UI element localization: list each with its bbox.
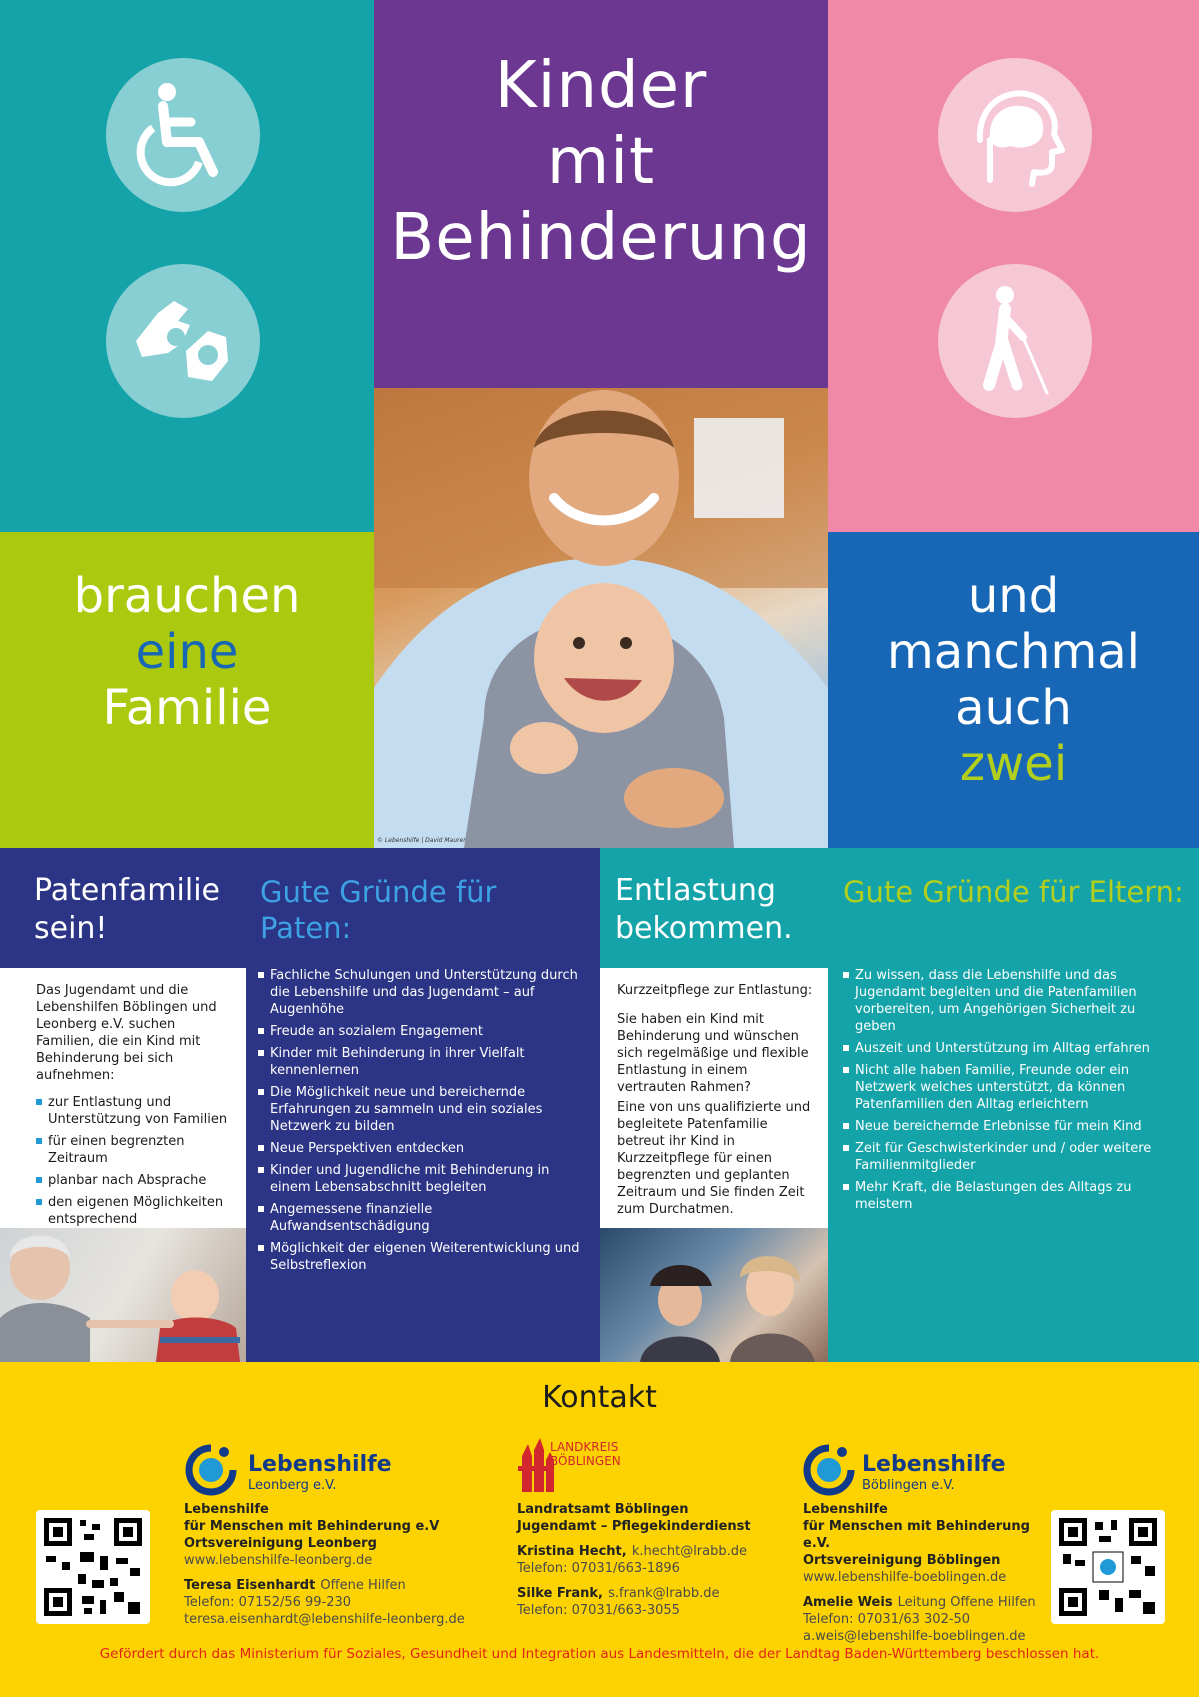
org-line: Landratsamt Böblingen xyxy=(517,1502,689,1517)
list-item: Zeit für Geschwisterkinder und / oder weitere Familienmitglieder xyxy=(843,1140,1177,1174)
main-photo xyxy=(374,388,828,848)
gruende-eltern-heading: Gute Gründe für Eltern: xyxy=(843,875,1184,909)
contact-landkreis xyxy=(517,1501,807,1619)
phone: Telefon: 07031/663-3055 xyxy=(517,1603,680,1618)
list-item: zur Entlastung und Unterstützung von Familien xyxy=(36,1094,232,1128)
phone: Telefon: 07031/663-1896 xyxy=(517,1561,680,1576)
logo-line: BÖBLINGEN xyxy=(550,1454,621,1468)
list-item: Kinder mit Behinderung in ihrer Vielfalt kennenlernen xyxy=(258,1045,592,1079)
qr-code-icon xyxy=(44,1518,142,1616)
photo-illustration xyxy=(374,388,828,848)
slogan-line: und xyxy=(967,568,1060,624)
contact-person: Silke Frank, xyxy=(517,1586,603,1601)
list-item: Neue bereichernde Erlebnisse für mein Kind xyxy=(843,1118,1177,1135)
slogan-line-highlight: eine xyxy=(135,624,239,680)
lebenshilfe-leonberg-logo xyxy=(184,1444,404,1494)
org-line: Ortsvereinigung Leonberg xyxy=(184,1536,377,1551)
list-item: Zu wissen, dass die Lebenshilfe und das Jugendamt begleiten und die Patenfamilien vorbereiten, um Angehörigen Sicherheit zu geben xyxy=(843,967,1177,1035)
contact-role: Leitung Offene Hilfen xyxy=(897,1595,1036,1610)
email-link[interactable]: s.frank@lrabb.de xyxy=(608,1586,720,1601)
slogan-line-highlight: zwei xyxy=(959,736,1068,792)
logo-line: LANDKREIS xyxy=(550,1440,619,1454)
contact-person: Kristina Hecht, xyxy=(517,1544,627,1559)
slogan-line: brauchen xyxy=(73,568,301,624)
website-link[interactable]: www.lebenshilfe-boeblingen.de xyxy=(803,1570,1007,1585)
gruende-paten-heading: Gute Gründe für Paten: xyxy=(260,875,497,945)
blind-walker-icon xyxy=(938,264,1092,418)
slogan-line: manchmal xyxy=(887,624,1140,680)
entlastung-heading: Entlastung bekommen. xyxy=(615,873,793,946)
list-item: Kinder und Jugendliche mit Behinderung in einem Lebensabschnitt begleiten xyxy=(258,1162,592,1196)
logo-name: Lebenshilfe xyxy=(248,1452,392,1477)
contact-boeblingen xyxy=(803,1501,1043,1645)
list-item: den eigenen Möglichkeiten entsprechend xyxy=(36,1194,232,1228)
brain-head-icon xyxy=(938,58,1092,212)
org-line: Jugendamt – Pflegekinderdienst xyxy=(517,1519,751,1534)
slogan-line: auch xyxy=(955,680,1072,736)
contact-person: Amelie Weis xyxy=(803,1595,893,1610)
photo-illustration xyxy=(600,1228,828,1362)
paten-intro: Das Jugendamt und die Lebenshilfen Böblingen und Leonberg e.V. suchen Familien, die ein Kind mit Behinderung bei sich aufnehmen: xyxy=(36,983,217,1083)
qr-code-boeblingen[interactable] xyxy=(1051,1510,1165,1624)
qr-code-leonberg[interactable] xyxy=(36,1510,150,1624)
email-link[interactable]: teresa.eisenhardt@lebenshilfe-leonberg.de xyxy=(184,1612,465,1627)
list-item: Fachliche Schulungen und Unterstützung durch die Lebenshilfe und das Jugendamt – auf Augenhöhe xyxy=(258,967,592,1018)
logo-sub: Böblingen e.V. xyxy=(862,1478,955,1493)
list-item: Auszeit und Unterstützung im Alltag erfahren xyxy=(843,1040,1177,1057)
photo-credit: © Lebenshilfe | David Maurer xyxy=(377,837,466,844)
list-item: planbar nach Absprache xyxy=(36,1172,232,1189)
list-item: Nicht alle haben Familie, Freunde oder ein Netzwerk welches unterstützt, da können Patenfamilien den Alltag erleichtern xyxy=(843,1062,1177,1113)
entlastung-info-box xyxy=(600,968,828,1228)
gruende-paten-list xyxy=(258,967,592,1279)
contact-role: Offene Hilfen xyxy=(320,1578,406,1593)
org-line: Lebenshilfe xyxy=(803,1502,888,1517)
paten-list xyxy=(36,1094,232,1228)
slogan-line: Familie xyxy=(102,680,272,736)
kontakt-heading: Kontakt xyxy=(542,1380,657,1415)
org-line: für Menschen mit Behinderung e.V xyxy=(184,1519,440,1534)
sign-language-icon xyxy=(106,264,260,418)
main-title xyxy=(374,48,828,276)
phone: Telefon: 07031/63 302-50 xyxy=(803,1612,971,1627)
list-item: Freude an sozialem Engagement xyxy=(258,1023,592,1040)
list-item: Mehr Kraft, die Belastungen des Alltags zu meistern xyxy=(843,1179,1177,1213)
org-line: Lebenshilfe xyxy=(184,1502,269,1517)
wheelchair-icon xyxy=(106,58,260,212)
left-slogan xyxy=(0,568,374,736)
lebenshilfe-logo-icon xyxy=(802,1444,856,1494)
landkreis-logo-icon xyxy=(518,1436,554,1492)
entlastung-photo xyxy=(600,1228,828,1362)
entlastung-para: Sie haben ein Kind mit Behinderung und wünschen sich regelmäßige und flexible Entlastung in einem vertrauten Rahmen? xyxy=(617,1012,809,1095)
lebenshilfe-boeblingen-logo xyxy=(802,1444,1022,1494)
website-link[interactable]: www.lebenshilfe-leonberg.de xyxy=(184,1553,373,1568)
qr-code-icon xyxy=(1059,1518,1157,1616)
email-link[interactable]: a.weis@lebenshilfe-boeblingen.de xyxy=(803,1629,1026,1644)
logo-sub: Leonberg e.V. xyxy=(248,1478,337,1493)
entlastung-para: Eine von uns qualifizierte und begleitete Patenfamilie betreut ihr Kind in Kurzzeitpflege für einen begrenzten und geplanten Zeitraum und Sie finden Zeit zum Durchatmen. xyxy=(617,1100,811,1217)
landkreis-boeblingen-logo xyxy=(518,1436,658,1496)
contact-person: Teresa Eisenhardt xyxy=(184,1578,316,1593)
paten-heading: Patenfamilie sein! xyxy=(34,873,220,946)
org-line: Ortsvereinigung Böblingen xyxy=(803,1553,1001,1568)
title-line: Behinderung xyxy=(390,201,812,275)
gruende-eltern-list xyxy=(843,967,1177,1218)
title-line: mit xyxy=(546,125,656,199)
paten-photo xyxy=(0,1228,246,1362)
photo-illustration xyxy=(0,1228,246,1362)
right-slogan xyxy=(828,568,1199,792)
org-line: für Menschen mit Behinderung e.V. xyxy=(803,1519,1030,1551)
list-item: Angemessene finanzielle Aufwandsentschädigung xyxy=(258,1201,592,1235)
email-link[interactable]: k.hecht@lrabb.de xyxy=(631,1544,748,1559)
list-item: Die Möglichkeit neue und bereichernde Erfahrungen zu sammeln und ein soziales Netzwerk zu bilden xyxy=(258,1084,592,1135)
lebenshilfe-logo-icon xyxy=(184,1444,238,1494)
list-item: Neue Perspektiven entdecken xyxy=(258,1140,592,1157)
paten-info-box xyxy=(0,968,246,1228)
phone: Telefon: 07152/56 99-230 xyxy=(184,1595,352,1610)
list-item: Möglichkeit der eigenen Weiterentwicklung und Selbstreflexion xyxy=(258,1240,592,1274)
list-item: für einen begrenzten Zeitraum xyxy=(36,1133,232,1167)
title-line: Kinder xyxy=(494,49,708,123)
contact-leonberg xyxy=(184,1501,484,1628)
funding-footer: Gefördert durch das Ministerium für Soziales, Gesundheit und Integration aus Landesmitteln, die der Landtag Baden-Württemberg beschlossen hat. xyxy=(99,1646,1100,1662)
logo-name: Lebenshilfe xyxy=(862,1452,1006,1477)
entlastung-sub: Kurzzeitpflege zur Entlastung: xyxy=(617,983,813,998)
